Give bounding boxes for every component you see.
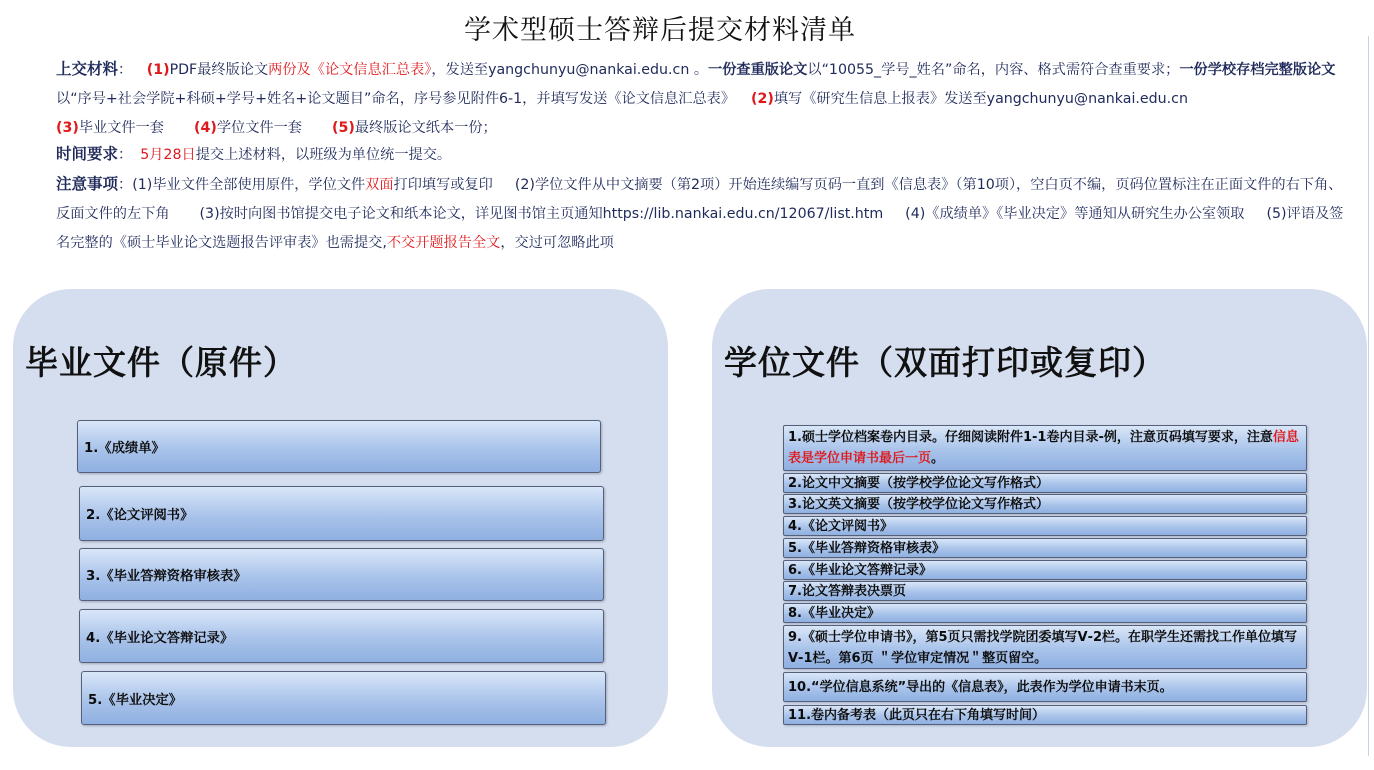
submit-t1b: 两份及《论文信息汇总表》	[268, 62, 432, 78]
degree-documents-panel	[712, 289, 1367, 747]
time-heading: 时间要求	[56, 145, 119, 163]
submit-t1a: PDF最终版论文	[169, 62, 269, 78]
graduation-item: 1.《成绩单》	[77, 420, 601, 473]
notes-n5b: 不交开题报告全文	[386, 235, 501, 251]
submit-t1f: 一份学校存档完整版论文	[1179, 62, 1336, 78]
notes-n5c: ，交过可忽略此项	[500, 235, 614, 251]
degree-item1-highlight: 信息表是学位申请书最后一页	[788, 430, 1299, 466]
submit-heading: 上交材料	[56, 60, 119, 78]
graduation-item: 4.《毕业论文答辩记录》	[79, 609, 604, 663]
time-text: 提交上述材料，以班级为单位统一提交。	[195, 147, 452, 163]
submit-n4: (4)	[193, 120, 217, 136]
degree-item1-text: 1.硕士学位档案卷内目录。仔细阅读附件1-1卷内目录-例，注意页码填写要求，注意	[788, 430, 1273, 445]
submit-t3: 毕业文件一套	[78, 120, 164, 136]
time-section	[56, 140, 1346, 170]
submit-t4: 学位文件一套	[216, 120, 302, 136]
notes-n4: (4)《成绩单》《毕业决定》等通知从研究生办公室领取	[905, 206, 1245, 222]
degree-item: 5.《毕业答辩资格审核表》	[783, 538, 1307, 558]
submit-n5: (5)	[331, 120, 355, 136]
degree-item: 6.《毕业论文答辩记录》	[783, 560, 1307, 580]
degree-item1-end: 。	[931, 451, 945, 466]
degree-item: 7.论文答辩表决票页	[783, 581, 1307, 601]
degree-item: 10.“学位信息系统”导出的《信息表》，此表作为学位申请书末页。	[783, 672, 1307, 702]
graduation-item: 5.《毕业决定》	[81, 671, 606, 725]
graduation-panel-title: 毕业文件（原件）	[25, 343, 297, 382]
submit-t1d: 一份查重版论文	[708, 62, 808, 78]
right-edge-rule	[1368, 36, 1369, 756]
notes-n1a: (1)毕业文件全部使用原件，学位文件	[132, 177, 366, 193]
submit-section	[56, 55, 1346, 143]
notes-n5a: (5)评语及签名完整的《硕士毕业论文选题报告评审表》也需提交,	[56, 206, 1344, 251]
degree-item: 3.论文英文摘要（按学校学位论文写作格式）	[783, 494, 1307, 514]
notes-n2: (2)学位文件从中文摘要（第2项）开始连续编写页码一直到《信息表》（第10项），空白页不编，页码位置标注在正面文件的右下角、反面文件的左下角	[56, 177, 1343, 222]
page-title: 学术型硕士答辩后提交材料清单	[464, 15, 856, 46]
notes-section	[56, 170, 1346, 258]
graduation-item: 3.《毕业答辩资格审核表》	[79, 548, 604, 601]
submit-colon: ：	[118, 62, 133, 78]
degree-item: 11.卷内备考表（此页只在右下角填写时间）	[783, 705, 1307, 725]
notes-heading: 注意事项	[56, 175, 119, 193]
notes-n1c: 打印填写或复印	[393, 177, 493, 193]
submit-t1g: 以“序号+社会学院+科硕+学号+姓名+论文题目”命名，序号参见附件6-1，并填写发送《论文信息汇总表》	[56, 91, 736, 107]
submit-t1c: ，发送至yangchunyu@nankai.edu.cn 。	[431, 62, 709, 78]
notes-colon: ：	[118, 177, 133, 193]
degree-item: 8.《毕业决定》	[783, 603, 1307, 623]
notes-n3: (3)按时向图书馆提交电子论文和纸本论文，详见图书馆主页通知https://lib.nankai.edu.cn/12067/list.htm	[199, 206, 884, 222]
time-colon: ：	[118, 147, 133, 163]
submit-t5: 最终版论文纸本一份；	[354, 120, 497, 136]
notes-n1b: 双面	[365, 177, 394, 193]
submit-n1: (1)	[146, 62, 170, 78]
degree-item: 9.《硕士学位申请书》，第5页只需找学院团委填写Ⅴ-2栏。在职学生还需找工作单位填写Ⅴ-1栏。第6页 ＂学位审定情况＂整页留空。	[783, 625, 1307, 669]
graduation-item: 2.《论文评阅书》	[79, 486, 604, 541]
graduation-documents-panel	[13, 289, 668, 747]
submit-t1e: 以“10055_学号_姓名”命名，内容、格式需符合查重要求；	[807, 62, 1180, 78]
time-date: 5月28日	[140, 147, 196, 163]
submit-t2: 填写《研究生信息上报表》发送至yangchunyu@nankai.edu.cn	[773, 91, 1188, 107]
submit-n2: (2)	[751, 91, 774, 107]
degree-panel-title: 学位文件（双面打印或复印）	[724, 343, 1166, 382]
degree-item: 4.《论文评阅书》	[783, 516, 1307, 536]
degree-item: 2.论文中文摘要（按学校学位论文写作格式）	[783, 473, 1307, 493]
degree-item	[783, 425, 1307, 471]
submit-n3: (3)	[56, 120, 79, 136]
